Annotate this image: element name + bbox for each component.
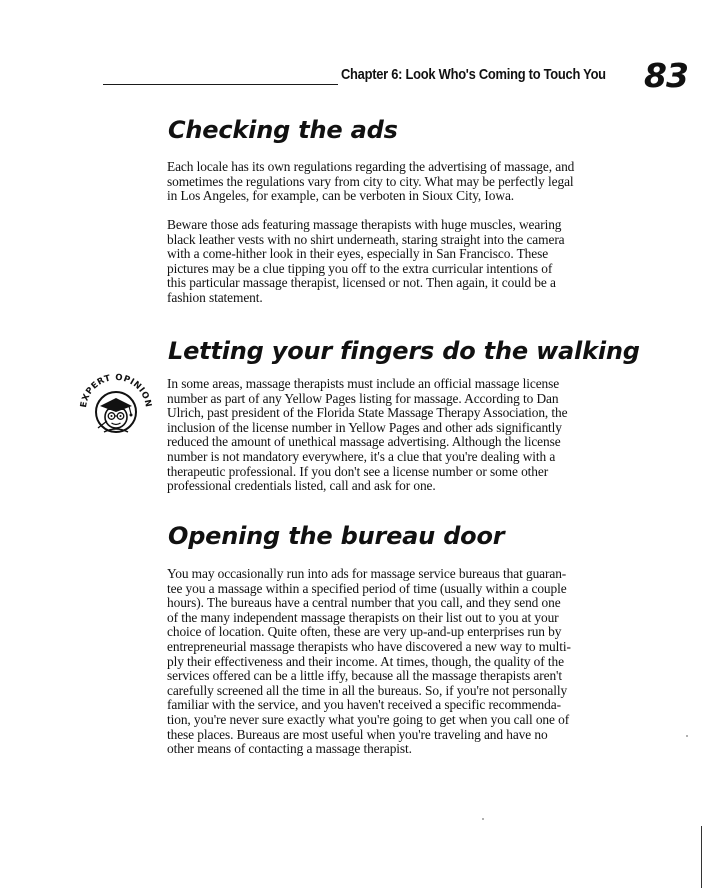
- page-number: 83: [644, 56, 688, 95]
- section-heading-checking-the-ads: Checking the ads: [168, 116, 398, 144]
- text-line: reduced the amount of unethical massage advertising. Although the license: [167, 434, 561, 450]
- text-line: ply their effectiveness and their income. At times, though, the quality of the: [167, 653, 564, 669]
- scan-speck: [686, 735, 688, 737]
- section-heading-opening-the-bureau-door: Opening the bureau door: [168, 522, 505, 550]
- text-line: number is not mandatory everywhere, it's a clue that you're dealing with a: [167, 448, 556, 464]
- text-line: other means of contacting a massage therapist.: [167, 741, 412, 757]
- text-line: services offered can be a little iffy, because all the massage therapists aren't: [167, 668, 562, 684]
- expert-opinion-label: EXPERT OPINION: [79, 372, 154, 409]
- text-line: in Los Angeles, for example, can be verboten in Sioux City, Iowa.: [167, 188, 515, 204]
- paragraph-license-number: [167, 377, 622, 494]
- text-line: therapeutic professional. If you don't see a license number or some other: [167, 463, 549, 479]
- text-line: sometimes the regulations vary from city to city. What may be perfectly legal: [167, 173, 574, 189]
- text-line: professional credentials listed, call and ask for one.: [167, 478, 436, 494]
- text-line: You may occasionally run into ads for massage service bureaus that guaran-: [167, 566, 567, 581]
- paragraph-service-bureaus: [167, 567, 622, 757]
- text-line: familiar with the service, and you haven't received a specific recommenda-: [167, 697, 561, 713]
- text-line: Ulrich, past president of the Florida State Massage Therapy Association, the: [167, 405, 568, 421]
- section-heading-letting-your-fingers: Letting your fingers do the walking: [168, 337, 640, 365]
- text-line: fashion statement.: [167, 289, 263, 305]
- text-line: pictures may be a clue tipping you off to the extra curricular intentions of: [167, 260, 553, 276]
- text-line: number as part of any Yellow Pages listing for massage. According to Dan: [167, 390, 559, 406]
- text-line: choice of location. Quite often, these are very up-and-up enterprises run by: [167, 624, 562, 640]
- header-rule: [103, 84, 338, 85]
- text-line: of the many independent massage therapists on their list out to you at your: [167, 609, 559, 625]
- paragraph-local-regulations: [167, 160, 622, 204]
- text-line: tion, you're never sure exactly what you're going to get when you call one of: [167, 711, 570, 727]
- text-line: tee you a massage within a specified period of time (usually within a couple: [167, 580, 567, 596]
- text-line: entrepreneurial massage therapists who have discovered a new way to multi-: [167, 638, 571, 654]
- text-line: Beware those ads featuring massage therapists with huge muscles, wearing: [167, 217, 562, 232]
- text-line: In some areas, massage therapists must include an official massage license: [167, 376, 560, 391]
- expert-opinion-icon: [74, 366, 158, 450]
- paragraph-beware-ads: [167, 218, 622, 306]
- text-line: inclusion of the license number in Yellow Pages and other ads significantly: [167, 419, 562, 435]
- text-line: carefully screened all the time in all the bureaus. So, if you're not personally: [167, 682, 568, 698]
- text-line: these places. Bureaus are most useful when you're traveling and have no: [167, 726, 548, 742]
- chapter-title: Chapter 6: Look Who's Coming to Touch You: [341, 66, 606, 83]
- text-line: with a come-hither look in their eyes, especially in San Francisco. These: [167, 246, 549, 262]
- text-line: Each locale has its own regulations regarding the advertising of massage, and: [167, 159, 575, 174]
- scan-edge-line: [701, 826, 702, 888]
- text-line: this particular massage therapist, licensed or not. Then again, it could be a: [167, 275, 556, 291]
- scan-speck: [482, 818, 484, 820]
- text-line: black leather vests with no shirt underneath, staring straight into the camera: [167, 231, 565, 247]
- text-line: hours). The bureaus have a central number that you call, and they send one: [167, 595, 561, 611]
